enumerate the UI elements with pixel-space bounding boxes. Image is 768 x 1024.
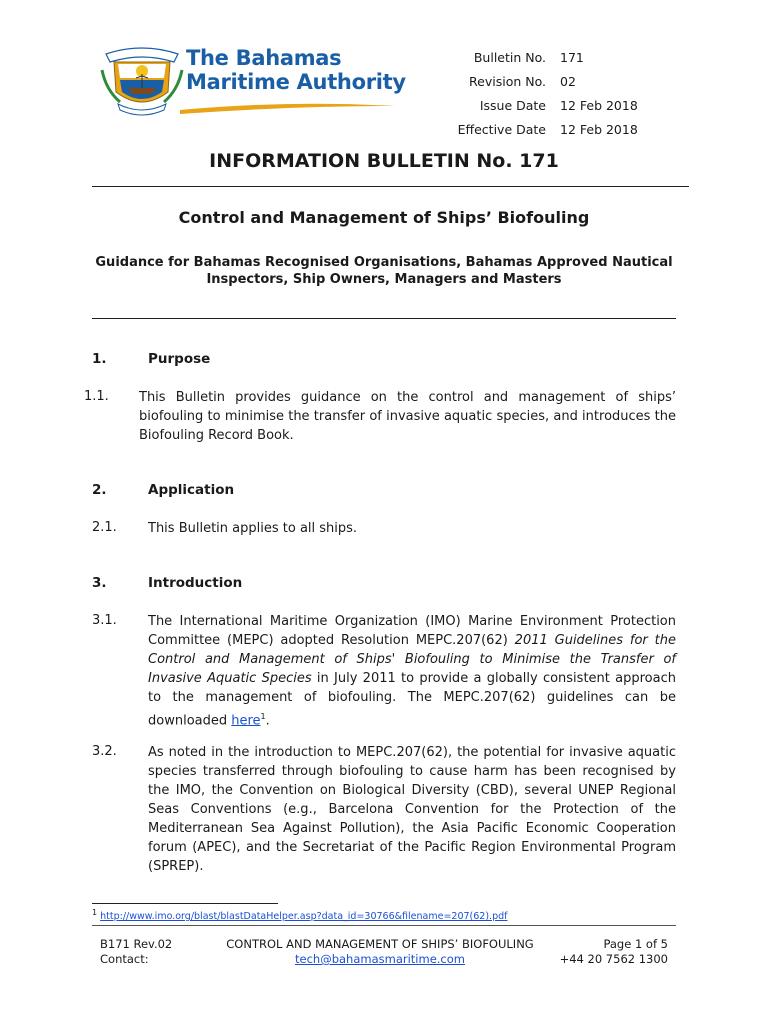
guidance-text: Guidance for Bahamas Recognised Organisations, Bahamas Approved Nautical Inspectors, Ship Owners, Managers and Masters <box>95 255 673 287</box>
section-heading-application: Application <box>148 482 235 498</box>
paragraph-text: in July 2011 to provide a globally consistent approach to the management of biofouling. The MEPC.207(62) guidelines can be downloaded <box>148 671 676 729</box>
footer-right <box>540 937 668 967</box>
section-number: 2. <box>92 482 107 498</box>
footer-page-number: Page 1 of 5 <box>603 937 668 951</box>
paragraph-number: 1.1. <box>84 389 109 404</box>
paragraph-1-1: This Bulletin provides guidance on the control and management of ships’ biofouling to minimise the transfer of invasive aquatic species, and introduces the Biofouling Record Book. <box>139 390 676 443</box>
org-name-line1: The Bahamas <box>186 46 342 70</box>
meta-value: 12 Feb 2018 <box>560 98 638 113</box>
meta-row <box>430 94 638 118</box>
paragraph-3-1 <box>148 612 676 730</box>
meta-label: Revision No. <box>469 74 546 89</box>
meta-label: Effective Date <box>457 122 546 137</box>
download-link[interactable]: here <box>231 713 261 729</box>
footer-center <box>200 937 560 967</box>
paragraph-3-2: As noted in the introduction to MEPC.207(62), the potential for invasive aquatic species transferred through biofouling to cause harm has been recognised by the IMO, the Convention on Biological Diversity (CBD), several UNEP Regional Seas Conventions (e.g., Barcelona Convention for the Protection of the Mediterranean Sea Against Pollution), the Asia Pacific Economic Cooperation forum (APEC), and the Secretariat of the Pacific Region Environmental Program (SPREP). <box>148 745 676 874</box>
paragraph-text: . <box>265 713 270 729</box>
document-subtitle: Control and Management of Ships’ Biofouling <box>178 208 590 227</box>
gold-swoosh-icon <box>180 96 400 116</box>
footnote-url-link[interactable]: http://www.imo.org/blast/blastDataHelper.asp?data_id=30766&filename=207(62).pdf <box>100 911 508 923</box>
footer-contact-label: Contact: <box>100 952 149 966</box>
footnote-ref[interactable]: 1 <box>260 712 266 721</box>
org-name <box>186 46 406 94</box>
footer-phone: +44 20 7562 1300 <box>559 952 668 966</box>
section-number: 3. <box>92 575 107 591</box>
bma-crest-icon <box>100 40 184 120</box>
org-name-line2: Maritime Authority <box>186 70 406 94</box>
paragraph-number: 2.1. <box>92 520 117 535</box>
title-divider <box>92 186 689 187</box>
paragraph-2-1: This Bulletin applies to all ships. <box>148 521 358 536</box>
meta-value: 12 Feb 2018 <box>560 122 638 137</box>
meta-label: Issue Date <box>479 98 546 113</box>
paragraph-text: The International Maritime Organization (IMO) Marine Environment Protection Committee (MEPC) adopted Resolution MEPC.207(62) <box>148 614 676 648</box>
bulletin-meta <box>430 46 638 142</box>
guidelines-title: 2011 Guidelines for the Control and Management of Ships' Biofouling to Minimise the Transfer of Invasive Aquatic Species <box>148 633 676 686</box>
section-number: 1. <box>92 351 107 367</box>
section-heading-introduction: Introduction <box>148 575 243 591</box>
paragraph-number: 3.2. <box>92 744 117 759</box>
footer-left <box>100 937 172 967</box>
footnote-number: 1 <box>92 908 98 917</box>
footer-divider <box>92 925 676 926</box>
footer-email-link[interactable]: tech@bahamasmaritime.com <box>295 952 465 966</box>
meta-row <box>430 46 638 70</box>
page-title: INFORMATION BULLETIN No. 171 <box>209 150 559 172</box>
meta-label: Bulletin No. <box>473 50 546 65</box>
guidance-divider <box>92 318 676 319</box>
paragraph-number: 3.1. <box>92 613 117 628</box>
footer-doc-title: CONTROL AND MANAGEMENT OF SHIPS’ BIOFOULING <box>226 937 534 951</box>
meta-value: 171 <box>560 50 584 65</box>
footnote <box>92 908 507 922</box>
footer-ref: B171 Rev.02 <box>100 937 173 951</box>
meta-value: 02 <box>560 74 576 89</box>
meta-row <box>430 70 638 94</box>
meta-row <box>430 118 638 142</box>
section-heading-purpose: Purpose <box>148 351 211 367</box>
footnote-divider <box>92 903 278 904</box>
